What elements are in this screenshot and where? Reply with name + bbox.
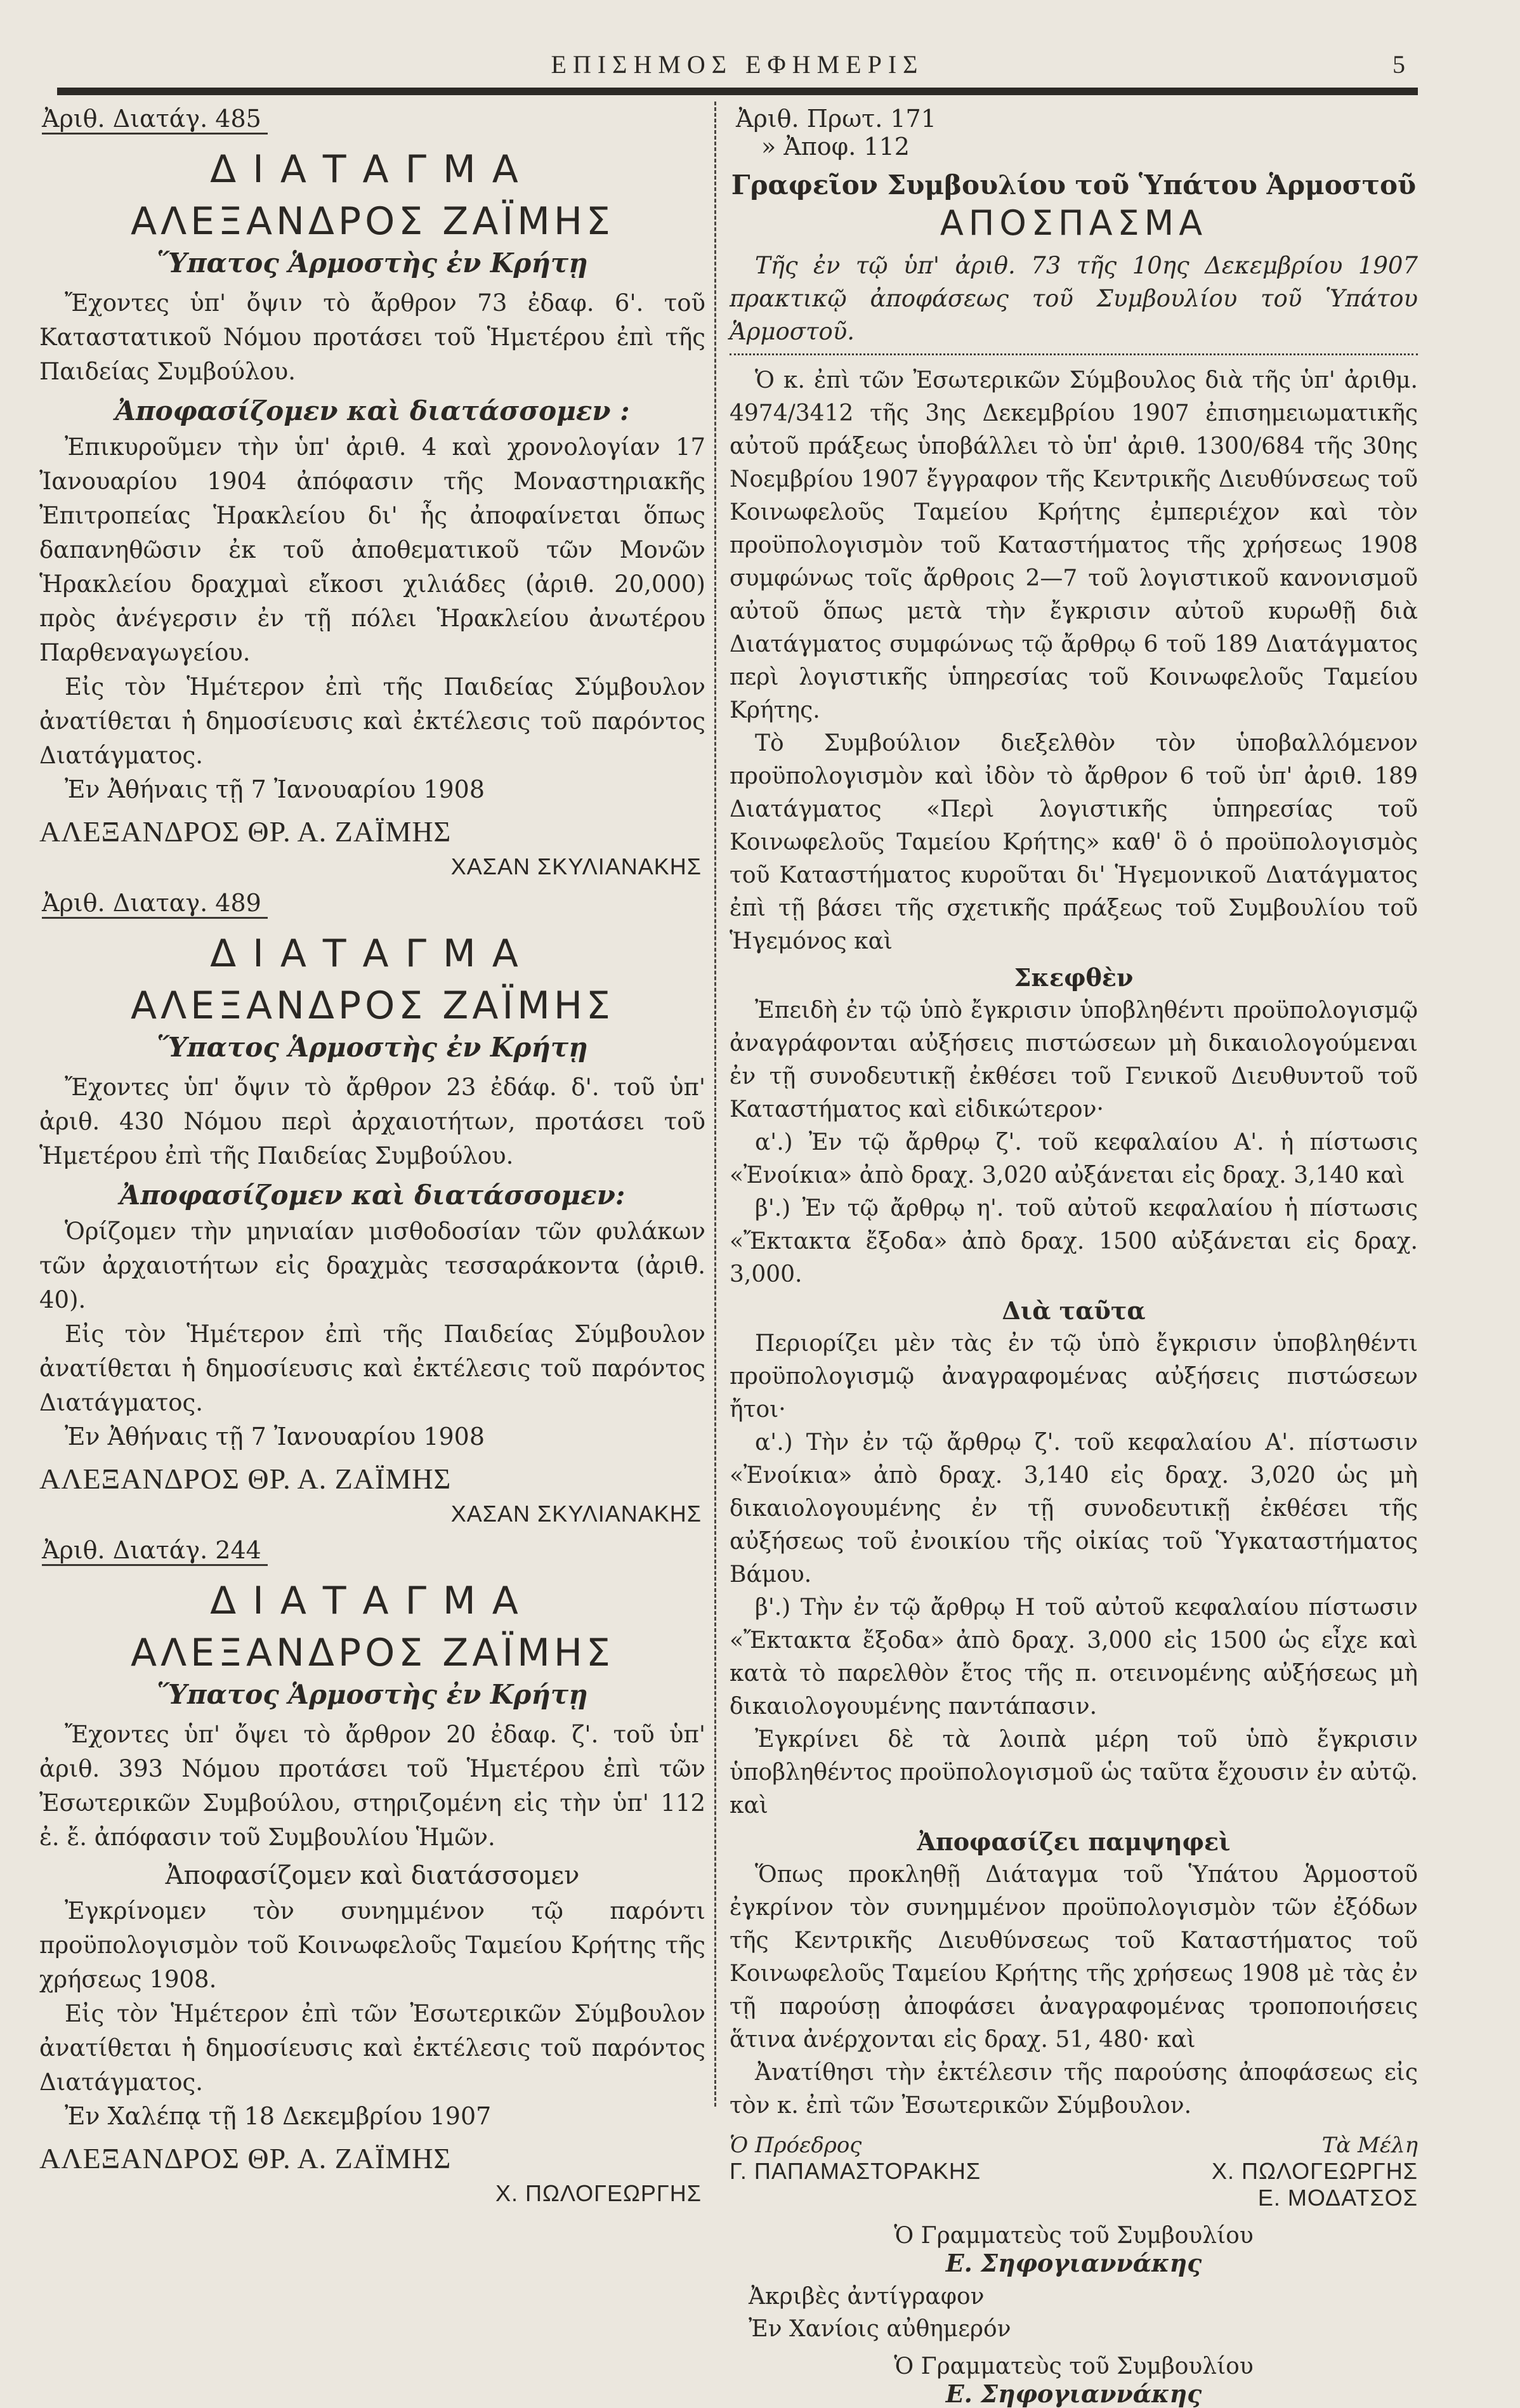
column-divider — [714, 102, 716, 2107]
decree-number: Ἀριθ. Διατάγ. 485 — [42, 105, 268, 135]
decree-489 — [39, 880, 705, 1527]
section-heading: Ἀποφασίζει παμψηφεὶ — [917, 1827, 1231, 1856]
paragraph: Ὁ κ. ἐπὶ τῶν Ἐσωτερικῶν Σύμβουλος διὰ τῆς ὑπ' ἀριθμ. 4974/3412 τῆς 3ης Δεκεμβρίου 1907 ἐπισημειωματικῆς αὐτοῦ πράξεως ὑποβάλλει τὸ ὑπ' ἀριθ. 1300/684 τῆς 30ης Νοεμβρίου 1907 ἔγγραφον τῆς Κεντρικῆς Διευθύνσεως τοῦ Κοινωφελοῦς Ταμείου Κρήτης ἐμπεριέχον καὶ τὸν προϋπολογισμὸν τοῦ Καταστήματος τῆς χρήσεως 1908 συμφώνως τοῖς ἄρθροις 2—7 τοῦ λογιστικοῦ κανονισμοῦ αὐτοῦ ὅπως μετὰ τὴν ἔγκρισιν αὐτοῦ κυρωθῇ διὰ Διατάγματος συμφώνως τῷ ἄρθρῳ 6 τοῦ 189 Διατάγματος περὶ λογιστικῆς ὑπηρεσίας τοῦ Κοινωφελοῦς Ταμείου Κρήτης. — [730, 367, 1418, 723]
members-label: Τὰ Μέλη — [1321, 2133, 1418, 2158]
left-column — [39, 105, 705, 2207]
signatories — [730, 2133, 1418, 2211]
decree-title: ΔΙΑΤΑΓΜΑ — [210, 931, 535, 976]
decree-number: Ἀριθ. Διατάγ. 244 — [42, 1536, 268, 1566]
preamble: Ἔχοντες ὑπ' ὄψιν τὸ ἄρθρον 73 ἐδαφ. 6'. τοῦ Καταστατικοῦ Νόμου προτάσει τοῦ Ἡμετέρου ἐπὶ τῆς Παιδείας Συμβούλου. — [39, 289, 705, 385]
issuer-title: Ὕπατος Ἁρμοστὴς ἐν Κρήτῃ — [157, 247, 588, 279]
list-item: α'.) Τὴν ἐν τῷ ἄρθρῳ ζ'. τοῦ κεφαλαίου Α'. πίστωσιν «Ἐνοίκια» ἀπὸ δραχ. 3,140 εἰς δραχ. 3,020 ὡς μὴ δικαιολογουμένης ἐν τῇ συνοδευτικῇ ἐκθέσει τῆς αὐξήσεως τοῦ ἐνοικίου τῆς οἰκίας τοῦ Ὑγκαταστήματος Βάμου. — [730, 1430, 1418, 1588]
countersignature: ΧΑΣΑΝ ΣΚΥΛΙΑΝΑΚΗΣ — [450, 853, 702, 879]
copy-place: Ἐν Χανίοις αὐθημερόν — [749, 2316, 1011, 2342]
date-line: Ἐν Χαλέπᾳ τῇ 18 Δεκεμβρίου 1907 — [65, 2102, 492, 2130]
decide-heading: Ἀποφασίζομεν καὶ διατάσσομεν : — [115, 395, 630, 426]
paragraph: Ἐγκρίνει δὲ τὰ λοιπὰ μέρη τοῦ ὑπὸ ἔγκρισιν ὑποβληθέντος προϋπολογισμοῦ ὡς ταῦτα ἔχουσιν ἐν αὐτῷ. καὶ — [730, 1727, 1418, 1819]
countersignature: Χ. ΠΩΛΟΓΕΩΡΓΗΣ — [495, 2180, 702, 2206]
member-name: Χ. ΠΩΛΟΓΕΩΡΓΗΣ — [1211, 2158, 1418, 2184]
issuer-title: Ὕπατος Ἁρμοστὴς ἐν Κρήτῃ — [157, 1032, 588, 1063]
decree-body: Ὁρίζομεν τὴν μηνιαίαν μισθοδοσίαν τῶν φυλάκων τῶν ἀρχαιοτήτων εἰς δραχμὰς τεσσαράκοντα (ἀριθ. 40). — [39, 1218, 705, 1313]
president-block — [730, 2133, 981, 2211]
paragraph: Περιορίζει μὲν τὰς ἐν τῷ ὑπὸ ἔγκρισιν ὑποβληθέντι προϋπολογισμῷ ἀναγραφομένας αὐξήσεις πιστώσεων ἤτοι· — [730, 1331, 1418, 1423]
preamble: Ἔχοντες ὑπ' ὄψει τὸ ἄρθρον 20 ἐδαφ. ζ'. τοῦ ὑπ' ἀριθ. 393 Νόμου προτάσει τοῦ Ἡμετέρου ἐπὶ τῶν Ἐσωτερικῶν Συμβούλου, στηριζομένη εἰς τὴν ὑπ' 112 ἐ. ἔ. ἀπόφασιν τοῦ Συμβουλίου Ἡμῶν. — [39, 1721, 705, 1851]
page-header — [57, 49, 1418, 88]
issuer-name: ΑΛΕΞΑΝΔΡΟΣ ΖΑΪΜΗΣ — [131, 199, 614, 244]
decree-number: Ἀριθ. Διαταγ. 489 — [42, 889, 268, 919]
decision-number: » Ἀποφ. 112 — [761, 133, 910, 161]
extract-title: ΑΠΟΣΠΑΣΜΑ — [940, 203, 1208, 243]
list-item: β'.) Τὴν ἐν τῷ ἄρθρῳ Η τοῦ αὐτοῦ κεφαλαίου πίστωσιν «Ἔκτακτα ἔξοδα» ἀπὸ δραχ. 3,000 εἰς 1500 ὡς εἶχε καὶ κατὰ τὸ παρελθὸν ἔτος τῆς π. οτεινομένης αὐξήσεως μὴ δικαιολογουμένης παντάπασιν. — [730, 1595, 1418, 1720]
issuer-name: ΑΛΕΞΑΝΔΡΟΣ ΖΑΪΜΗΣ — [131, 984, 614, 1028]
paragraph: Ὅπως προκληθῇ Διάταγμα τοῦ Ὑπάτου Ἁρμοστοῦ ἐγκρίνον τὸν συνημμένον προϋπολογισμὸν τῶν ἐξόδων τῆς Κεντρικῆς Διευθύνσεως τοῦ Καταστήματος τοῦ Κοινωφελοῦς Ταμείου Κρήτης τῆς χρήσεως 1908 μὲ τὰς ἐν τῇ παρούσῃ ἀποφάσει ἀναγραφομένας τροποποιήσεις ἅτινα ἀνέρχονται εἰς δραχ. 51, 480· καὶ — [730, 1862, 1418, 2053]
section-heading: Σκεφθὲν — [1014, 963, 1134, 992]
decide-heading: Ἀποφασίζομεν καὶ διατάσσομεν: — [119, 1180, 626, 1211]
president-label: Ὁ Πρόεδρος — [730, 2133, 862, 2158]
true-copy-label: Ἀκριβὲς ἀντίγραφον — [749, 2284, 985, 2310]
page-number: 5 — [1392, 50, 1405, 79]
list-item: α'.) Ἐν τῷ ἄρθρῳ ζ'. τοῦ κεφαλαίου Α'. ἡ πίστωσις «Ἐνοίκια» ἀπὸ δραχ. 3,020 αὐξάνεται εἰς δραχ. 3,140 καὶ — [730, 1129, 1418, 1188]
execution-clause: Εἰς τὸν Ἡμέτερον ἐπὶ τῶν Ἐσωτερικῶν Σύμβουλον ἀνατίθεται ἡ δημοσίευσις καὶ ἐκτέλεσις τοῦ παρόντος Διατάγματος. — [39, 2000, 705, 2096]
dotted-divider — [730, 353, 1418, 355]
decide-heading: Ἀποφασίζομεν καὶ διατάσσομεν — [165, 1861, 580, 1890]
execution-clause: Εἰς τὸν Ἡμέτερον ἐπὶ τῆς Παιδείας Σύμβουλον ἀνατίθεται ἡ δημοσίευσις καὶ ἐκτέλεσις τοῦ παρόντος Διατάγματος. — [39, 1320, 705, 1416]
president-name: Γ. ΠΑΠΑΜΑΣΤΟΡΑΚΗΣ — [730, 2158, 981, 2184]
date-line: Ἐν Ἀθήναις τῇ 7 Ἰανουαρίου 1908 — [65, 1423, 485, 1451]
members-block — [1212, 2133, 1418, 2211]
preamble: Ἔχοντες ὑπ' ὄψιν τὸ ἄρθρον 23 ἐδάφ. δ'. τοῦ ὑπ' ἀριθ. 430 Νόμου περὶ ἀρχαιοτήτων, προτάσει τοῦ Ἡμετέρου ἐπὶ τῆς Παιδείας Συμβούλου. — [39, 1074, 705, 1169]
secretary-label: Ὁ Γραμματεὺς τοῦ Συμβουλίου — [894, 2353, 1254, 2379]
secretary-label: Ὁ Γραμματεὺς τοῦ Συμβουλίου — [894, 2223, 1254, 2249]
issuer-title: Ὕπατος Ἁρμοστὴς ἐν Κρήτῃ — [157, 1679, 588, 1710]
paragraph: Ἀνατίθησι τὴν ἐκτέλεσιν τῆς παρούσης ἀποφάσεως εἰς τὸν κ. ἐπὶ τῶν Ἐσωτερικῶν Σύμβουλον. — [730, 2060, 1418, 2119]
date-line: Ἐν Ἀθήναις τῇ 7 Ἰανουαρίου 1908 — [65, 775, 485, 803]
secretary-block — [730, 2223, 1418, 2277]
secretary-block-2 — [730, 2353, 1418, 2408]
section-heading: Διὰ ταῦτα — [1002, 1296, 1146, 1325]
extract-intro: Τῆς ἐν τῷ ὑπ' ἀριθ. 73 τῆς 10ης Δεκεμβρίου 1907 πρακτικῷ ἀποφάσεως τοῦ Συμβουλίου τοῦ Ὑπάτου Ἁρμοστοῦ. — [730, 252, 1418, 345]
secretary-name: Ε. Σηφογιαννάκης — [945, 2379, 1202, 2408]
decree-244 — [39, 1527, 705, 2207]
protocol-number: Ἀριθ. Πρωτ. 171 — [736, 105, 936, 133]
decree-485 — [39, 105, 705, 880]
decree-body: Ἐπικυροῦμεν τὴν ὑπ' ἀριθ. 4 καὶ χρονολογίαν 17 Ἰανουαρίου 1904 ἀπόφασιν τῆς Μοναστηριακῆς Ἐπιτροπείας Ἡρακλείου δι' ἧς ἀποφαίνεται ὅπως δαπανηθῶσιν ἐκ τοῦ ἀποθεματικοῦ τῶν Μονῶν Ἡρακλείου δραχμαὶ εἴκοσι χιλιάδες (ἀριθ. 20,000) πρὸς ἀνέγερσιν ἐν τῇ πόλει Ἡρακλείου ἀνωτέρου Παρθεναγωγείου. — [39, 433, 705, 666]
protocol-numbers — [736, 105, 1418, 161]
newspaper-title: ΕΠΙΣΗΜΟΣ ΕΦΗΜΕΡΙΣ — [551, 50, 924, 79]
decree-body: Ἐγκρίνομεν τὸν συνημμένον τῷ παρόντι προϋπολογισμὸν τοῦ Κοινωφελοῦς Ταμείου Κρήτης τῆς χρήσεως 1908. — [39, 1897, 705, 1993]
paragraph: Ἐπειδὴ ἐν τῷ ὑπὸ ἔγκρισιν ὑποβληθέντι προϋπολογισμῷ ἀναγράφονται αὐξήσεις πιστώσεων μὴ δικαιολογούμεναι ἐν τῇ συνοδευτικῇ ἐκθέσει τοῦ Γενικοῦ Διευθυντοῦ τοῦ Καταστήματος καὶ εἰδικώτερον· — [730, 997, 1418, 1122]
execution-clause: Εἰς τὸν Ἡμέτερον ἐπὶ τῆς Παιδείας Σύμβουλον ἀνατίθεται ἡ δημοσίευσις καὶ ἐκτέλεσις τοῦ παρόντος Διατάγματος. — [39, 673, 705, 769]
decree-title: ΔΙΑΤΑΓΜΑ — [210, 1579, 535, 1623]
issuer-name: ΑΛΕΞΑΝΔΡΟΣ ΖΑΪΜΗΣ — [131, 1631, 614, 1675]
paragraph: Τὸ Συμβούλιον διεξελθὸν τὸν ὑποβαλλόμενον προϋπολογισμὸν καὶ ἰδὸν τὸ ἄρθρον 6 τοῦ ὑπ' ἀριθ. 189 Διατάγματος «Περὶ λογιστικῆς ὑπηρεσίας τοῦ Κοινωφελοῦς Ταμείου Κρήτης» καθ' ὃ ὁ προϋπολογισμὸς τοῦ Καταστήματος κυροῦται δι' Ἡγεμονικοῦ Διατάγματος ἐπὶ τῇ βάσει τῆς σχετικῆς πράξεως τοῦ Συμβουλίου τοῦ Ἡγεμόνος καὶ — [730, 730, 1418, 954]
signature: ΑΛΕΞΑΝΔΡΟΣ ΘΡ. Α. ΖΑΪΜΗΣ — [39, 2142, 452, 2174]
header-rule — [57, 88, 1418, 95]
secretary-name: Ε. Σηφογιαννάκης — [945, 2249, 1202, 2277]
member-name: Ε. ΜΟΔΑΤΣΟΣ — [1257, 2185, 1418, 2211]
countersignature: ΧΑΣΑΝ ΣΚΥΛΙΑΝΑΚΗΣ — [450, 1501, 702, 1527]
right-column — [730, 105, 1418, 2408]
office-heading: Γραφεῖον Συμβουλίου τοῦ Ὑπάτου Ἁρμοστοῦ — [731, 169, 1417, 201]
decree-title: ΔΙΑΤΑΓΜΑ — [210, 147, 535, 192]
signature: ΑΛΕΞΑΝΔΡΟΣ ΘΡ. Α. ΖΑΪΜΗΣ — [39, 1463, 452, 1495]
signature: ΑΛΕΞΑΝΔΡΟΣ ΘΡ. Α. ΖΑΪΜΗΣ — [39, 815, 452, 848]
list-item: β'.) Ἐν τῷ ἄρθρῳ η'. τοῦ αὐτοῦ κεφαλαίου ἡ πίστωσις «Ἔκτακτα ἔξοδα» ἀπὸ δραχ. 1500 αὐξάνεται εἰς δραχ. 3,000. — [730, 1195, 1418, 1287]
